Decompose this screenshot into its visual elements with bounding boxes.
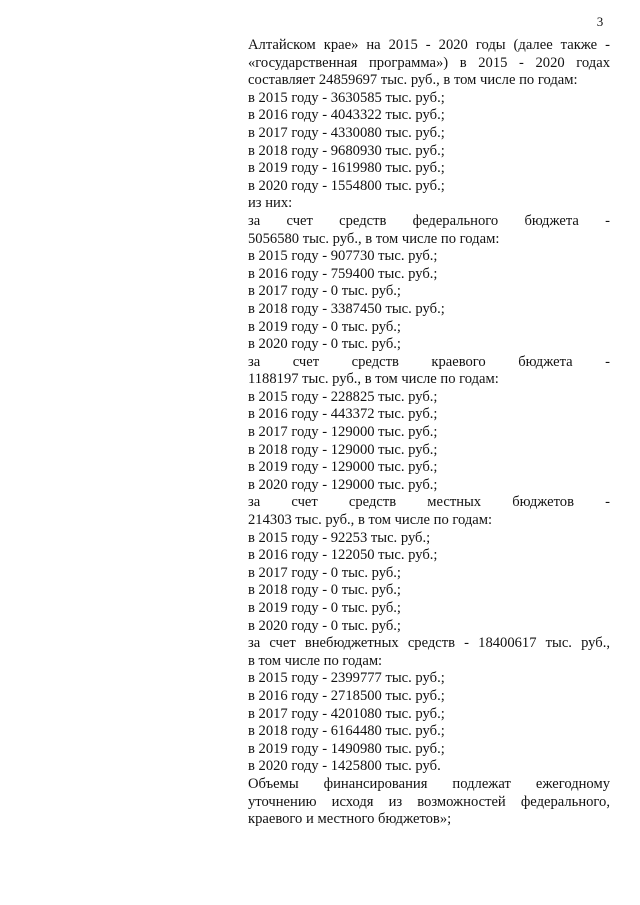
text-line: в 2019 году - 129000 тыс. руб.;: [248, 459, 438, 476]
text-line: в 2015 году - 907730 тыс. руб.;: [248, 248, 438, 265]
text-line: в 2018 году - 9680930 тыс. руб.;: [248, 142, 445, 159]
text-line: в 2017 году - 4330080 тыс. руб.;: [248, 124, 445, 141]
text-line: в 2015 году - 92253 тыс. руб.;: [248, 529, 431, 546]
text-line: за счет средств местных бюджетов -: [248, 494, 610, 511]
text-line: в 2016 году - 443372 тыс. руб.;: [248, 406, 438, 423]
text-line: в 2015 году - 2399777 тыс. руб.;: [248, 670, 445, 687]
text-line: в 2015 году - 228825 тыс. руб.;: [248, 388, 438, 405]
text-line: в 2016 году - 122050 тыс. руб.;: [248, 547, 438, 564]
text-line: 214303 тыс. руб., в том числе по годам:: [248, 512, 493, 529]
text-line: в 2016 году - 759400 тыс. руб.;: [248, 265, 438, 282]
text-line: уточнению исходя из возможностей федерального,: [248, 793, 610, 810]
text-line: в 2020 году - 1554800 тыс. руб.;: [248, 177, 445, 194]
text-line: Объемы финансирования подлежат ежегодному: [248, 775, 610, 792]
text-line: в 2018 году - 3387450 тыс. руб.;: [248, 300, 445, 317]
text-line: в 2017 году - 0 тыс. руб.;: [248, 564, 401, 581]
text-line: «государственная программа») в 2015 - 2020 годах: [248, 54, 610, 71]
text-line: краевого и местного бюджетов»;: [248, 811, 452, 828]
text-line: в 2017 году - 4201080 тыс. руб.;: [248, 705, 445, 722]
text-line: за счет средств федерального бюджета -: [248, 212, 610, 229]
page-number: 3: [596, 14, 604, 29]
document-body: [248, 37, 610, 829]
text-line: в 2018 году - 6164480 тыс. руб.;: [248, 723, 445, 740]
text-line: в 2016 году - 2718500 тыс. руб.;: [248, 687, 445, 704]
text-line: в 2017 году - 0 тыс. руб.;: [248, 283, 401, 300]
text-line: за счет средств краевого бюджета -: [248, 353, 610, 370]
text-line: в 2020 году - 129000 тыс. руб.;: [248, 476, 438, 493]
text-line: в 2019 году - 0 тыс. руб.;: [248, 600, 401, 616]
text-line: Алтайском крае» на 2015 - 2020 годы (далее также -: [248, 37, 610, 53]
text-line: составляет 24859697 тыс. руб., в том числе по годам:: [248, 72, 578, 89]
text-line: из них:: [248, 195, 293, 212]
text-line: за счет внебюджетных средств - 18400617 тыс. руб.,: [248, 635, 610, 652]
text-line: в 2020 году - 0 тыс. руб.;: [248, 617, 401, 634]
text-line: в 2019 году - 1619980 тыс. руб.;: [248, 160, 445, 177]
text-line: в том числе по годам:: [248, 652, 383, 669]
text-line: в 2019 году - 0 тыс. руб.;: [248, 318, 401, 335]
text-line: в 2019 году - 1490980 тыс. руб.;: [248, 740, 445, 757]
text-line: в 2018 году - 0 тыс. руб.;: [248, 582, 401, 599]
text-line: в 2020 году - 0 тыс. руб.;: [248, 336, 401, 353]
text-line: в 2017 году - 129000 тыс. руб.;: [248, 424, 438, 441]
text-line: в 2018 году - 129000 тыс. руб.;: [248, 441, 438, 458]
text-line: в 2020 году - 1425800 тыс. руб.: [248, 758, 441, 775]
text-line: в 2015 году - 3630585 тыс. руб.;: [248, 89, 445, 106]
text-line: 5056580 тыс. руб., в том числе по годам:: [248, 230, 500, 247]
text-line: в 2016 году - 4043322 тыс. руб.;: [248, 107, 445, 124]
text-line: 1188197 тыс. руб., в том числе по годам:: [248, 371, 499, 388]
